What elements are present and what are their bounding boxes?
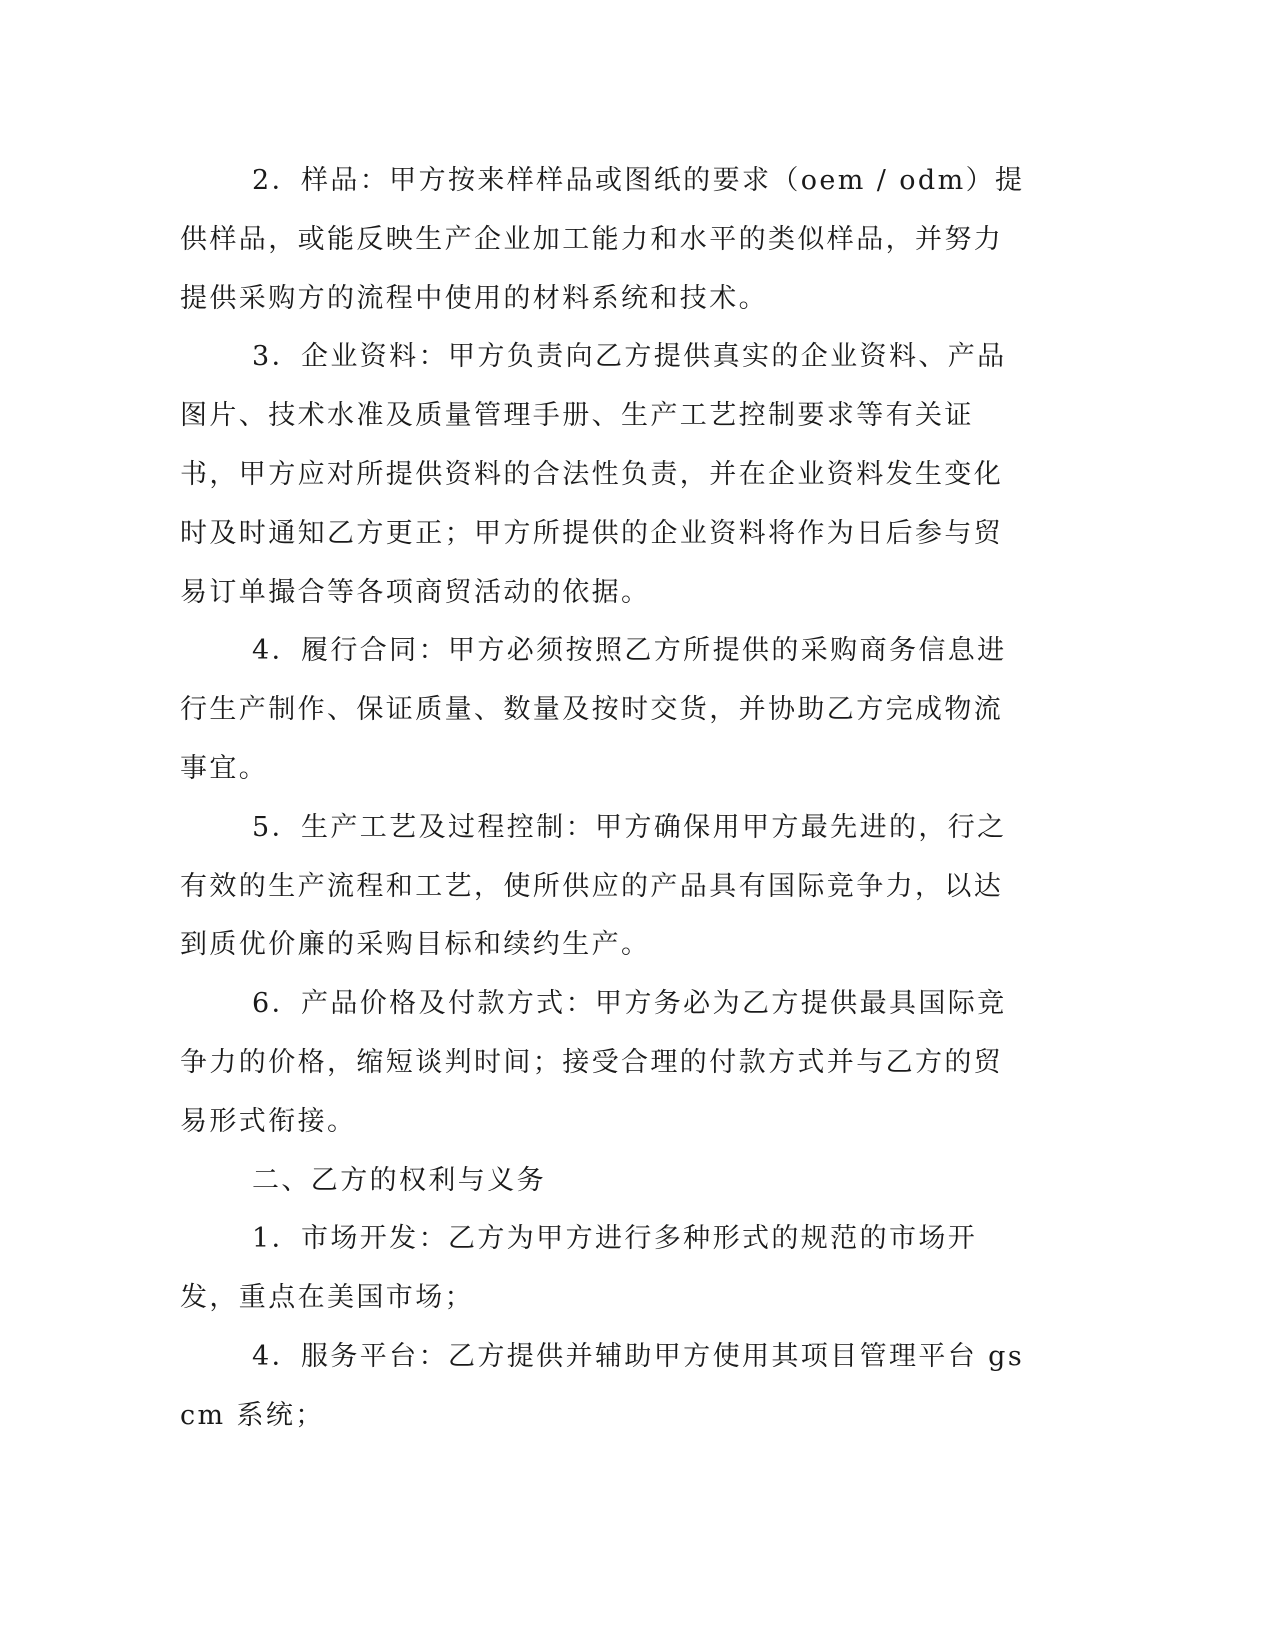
paragraph-service-platform: 4．服务平台：乙方提供并辅助甲方使用其项目管理平台 gscm 系统； (180, 1340, 1025, 1431)
paragraph-contract-performance: 4．履行合同：甲方必须按照乙方所提供的采购商务信息进行生产制作、保证质量、数量及按时交货，并协助乙方完成物流事宜。 (180, 635, 1007, 784)
paragraph-price-payment: 6．产品价格及付款方式：甲方务必为乙方提供最具国际竞争力的价格，缩短谈判时间；接受合理的付款方式并与乙方的贸易形式衔接。 (180, 988, 1007, 1137)
paragraph-company-info: 3．企业资料：甲方负责向乙方提供真实的企业资料、产品图片、技术水准及质量管理手册、生产工艺控制要求等有关证书，甲方应对所提供资料的合法性负责，并在企业资料发生变化时及时通知乙方更正；甲方所提供的企业资料将作为日后参与贸易订单撮合等各项商贸活动的依据。 (180, 341, 1007, 608)
section-heading-party-b: 二、乙方的权利与义务 (252, 1164, 546, 1196)
paragraph-market-development: 1．市场开发：乙方为甲方进行多种形式的规范的市场开发，重点在美国市场； (180, 1223, 978, 1314)
document-body (180, 152, 1032, 1446)
paragraph-process-control: 5．生产工艺及过程控制：甲方确保用甲方最先进的，行之有效的生产流程和工艺，使所供应的产品具有国际竞争力，以达到质优价廉的采购目标和续约生产。 (180, 811, 1007, 961)
paragraph-sample: 2．样品：甲方按来样样品或图纸的要求（oem / odm）提供样品，或能反映生产企业加工能力和水平的类似样品，并努力提供采购方的流程中使用的材料系统和技术。 (180, 165, 1025, 314)
